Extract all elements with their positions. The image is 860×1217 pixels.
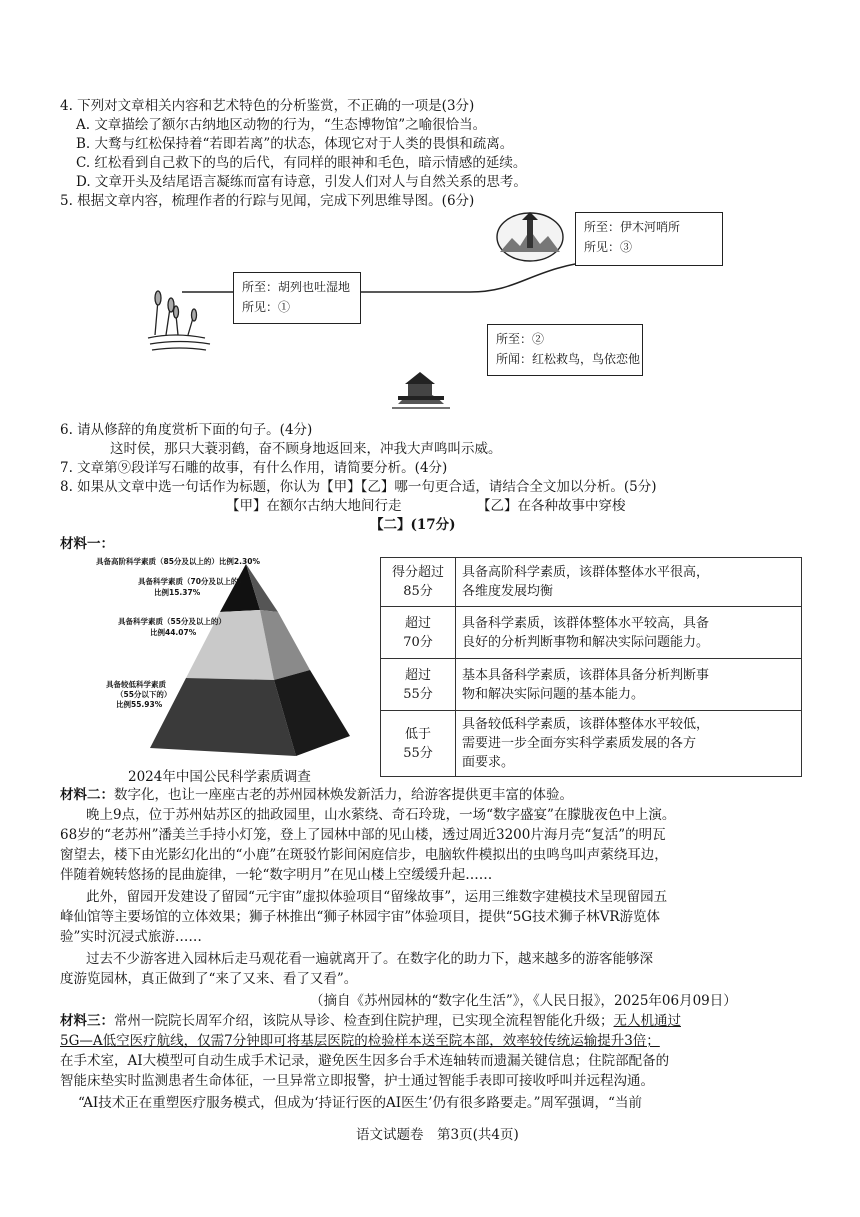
material-2-line: 窗望去，楼下由光影幻化出的“小鹿”在斑驳竹影间闲庭信步，电脑软件模拟出的虫鸣鸟叫声萦绕耳边， xyxy=(60,847,668,863)
q8-option-jia: 【甲】在额尔古纳大地间行走 xyxy=(226,498,402,514)
q8-text: 8. 如果从文章中选一句话作为标题，你认为【甲】【乙】哪一句更合适，请结合全文加以分析。(5分) xyxy=(60,479,657,495)
mindmap-drawing xyxy=(0,0,860,420)
pyramid-label-70-ratio: 比例15.37% xyxy=(154,588,201,597)
science-literacy-table xyxy=(380,557,802,777)
table-row: 超过 70分 具备科学素质，该群体整体水平较高，具备 良好的分析判断事物和解决实际问题能力。 xyxy=(381,607,802,659)
q4-option-b: B. 大鹜与红松保持着“若即若离”的状态，体现它对于人类的畏惧和疏离。 xyxy=(76,136,514,152)
table-row: 低于 55分 具备较低科学素质，该群体整体水平较低， 需要进一步全面夯实科学素质发展的各方 面要求。 xyxy=(381,711,802,777)
q7-text: 7. 文章第⑨段详写石雕的故事，有什么作用，请简要分析。(4分) xyxy=(60,460,448,476)
material-2-line: 此外，留园开发建设了留园“元宇宙”虚拟体验项目“留缘故事”，运用三维数字建模技术呈现留园五 xyxy=(86,889,668,905)
q4-option-a: A. 文章描绘了额尔古纳地区动物的行为，“生态博物馆”之喻很恰当。 xyxy=(76,117,487,133)
material-2-line: 峰仙馆等主要场馆的立体效果；狮子林推出“狮子林园宇宙”体验项目，提供“5G技术狮子林VR游览体 xyxy=(60,909,660,925)
q6-text: 6. 请从修辞的角度赏析下面的句子。(4分) xyxy=(60,422,313,438)
material-3-line: “AI技术正在重塑医疗服务模式，但成为‘持证行医的AI医生’仍有很多路要走。”周军强调，“当前 xyxy=(78,1095,642,1111)
pyramid-label-55-ratio: 比例44.07% xyxy=(150,628,197,637)
table-row: 超过 55分 基本具备科学素质，该群体具备分析判断事 物和解决实际问题的基本能力。 xyxy=(381,659,802,711)
q6-sentence: 这时侯，那只大蓑羽鹤，奋不顾身地返回来，冲我大声鸣叫示威。 xyxy=(110,441,502,457)
material-3-line: 智能床垫实时监测患者生命体征，一旦异常立即报警，护士通过智能手表即可接收呼叫并远程沟通。 xyxy=(60,1073,654,1089)
mindmap-box-heard xyxy=(487,324,643,376)
mindmap-heard-story: 所闻：红松救鸟，鸟依恋他 xyxy=(496,352,641,366)
q4-option-d: D. 文章开头及结尾语言凝练而富有诗意，引发人们对人与自然关系的思考。 xyxy=(76,174,527,190)
material-2-line: 伴随着婉转悠扬的昆曲旋律，一轮“数字明月”在见山楼上空缓缓升起…… xyxy=(60,867,493,883)
pyramid-caption: 2024年中国公民科学素质调查 xyxy=(128,769,311,785)
pyramid-label-low: 具备较低科学素质 xyxy=(106,680,166,689)
material-3-line: 常州一院院长周军介绍，该院从导诊、检查到住院护理，已实现全流程智能化升级；无人机通过 xyxy=(114,1013,681,1029)
mindmap-wetland-place: 所至：胡列也吐湿地 xyxy=(242,280,351,294)
watchtower-icon xyxy=(497,212,563,261)
mindmap-outpost-seen: 所见：③ xyxy=(584,240,633,254)
mindmap-box-wetland xyxy=(233,272,361,324)
material-2-line: 晚上9点，位于苏州姑苏区的拙政园里，山水萦绕、奇石玲珑，一场“数字盛宴”在朦胧夜色中上演。 xyxy=(86,807,676,823)
mindmap-box-outpost xyxy=(575,212,723,266)
q8-option-yi: 【乙】在各种故事中穿梭 xyxy=(477,498,626,514)
material-2-line: 68岁的“老苏州”潘美兰手持小灯笼，登上了园林中部的见山楼，透过周近3200片海月壳“复活”的明瓦 xyxy=(60,827,666,843)
section-2-heading: 【二】(17分) xyxy=(370,517,456,533)
material-3-line: 5G—A低空医疗航线，仅需7分钟即可将基层医院的检验样本送至院本部，效率较传统运输提升3倍； xyxy=(60,1033,660,1049)
pyramid-label-70: 具备科学素质（70分及以上的） xyxy=(138,577,246,586)
material-2-line: 验”实时沉浸式旅游…… xyxy=(60,929,202,945)
material-2-line: 过去不少游客进入园林后走马观花看一遍就离开了。在数字化的助力下，越来越多的游客能够深 xyxy=(86,951,653,967)
mindmap-heard-place: 所至：② xyxy=(496,332,545,346)
pyramid-label-low-ratio: 比例55.93% xyxy=(116,700,163,709)
mindmap-outpost-place: 所至：伊木河哨所 xyxy=(584,220,681,234)
material-2-source: （摘自《苏州园林的“数字化生活”》，《人民日报》，2025年06月09日） xyxy=(310,993,737,1009)
q4-text: 4. 下列对文章相关内容和艺术特色的分析鉴赏，不正确的一项是(3分) xyxy=(60,98,475,114)
page-footer: 语文试题卷 第3页(共4页) xyxy=(356,1127,519,1143)
pyramid-label-55: 具备科学素质（55分及以上的） xyxy=(118,617,226,626)
material-3-label: 材料三： xyxy=(60,1013,114,1029)
mindmap-wetland-seen: 所见：① xyxy=(242,300,291,314)
material-2-line: 度游览园林，真正做到了“来了又来、看了又看”。 xyxy=(60,971,358,987)
material-2-label: 材料二： xyxy=(60,787,114,803)
table-row: 得分超过 85分 具备高阶科学素质，该群体整体水平很高， 各维度发展均衡 xyxy=(381,558,802,607)
pyramid-label-top: 具备高阶科学素质（85分及以上的）比例2.30% xyxy=(96,557,260,566)
q4-option-c: C. 红松看到自己救下的鸟的后代，有同样的眼神和毛色，暗示情感的延续。 xyxy=(76,155,527,171)
material-3-line: 在手术室，AI大模型可自动生成手术记录，避免医生因多台手术连轴转而遗漏关键信息；住院部配备的 xyxy=(60,1053,670,1069)
material-1-label: 材料一： xyxy=(60,536,114,552)
wetland-reeds-icon xyxy=(148,291,210,350)
farmhouse-icon xyxy=(392,372,450,408)
q5-text: 5. 根据文章内容，梳理作者的行踪与见闻，完成下列思维导图。(6分) xyxy=(60,193,475,209)
material-2-line: 数字化，也让一座座古老的苏州园林焕发新活力，给游客提供更丰富的体验。 xyxy=(114,787,573,803)
pyramid-label-low-range: （55分以下的） xyxy=(116,690,172,699)
